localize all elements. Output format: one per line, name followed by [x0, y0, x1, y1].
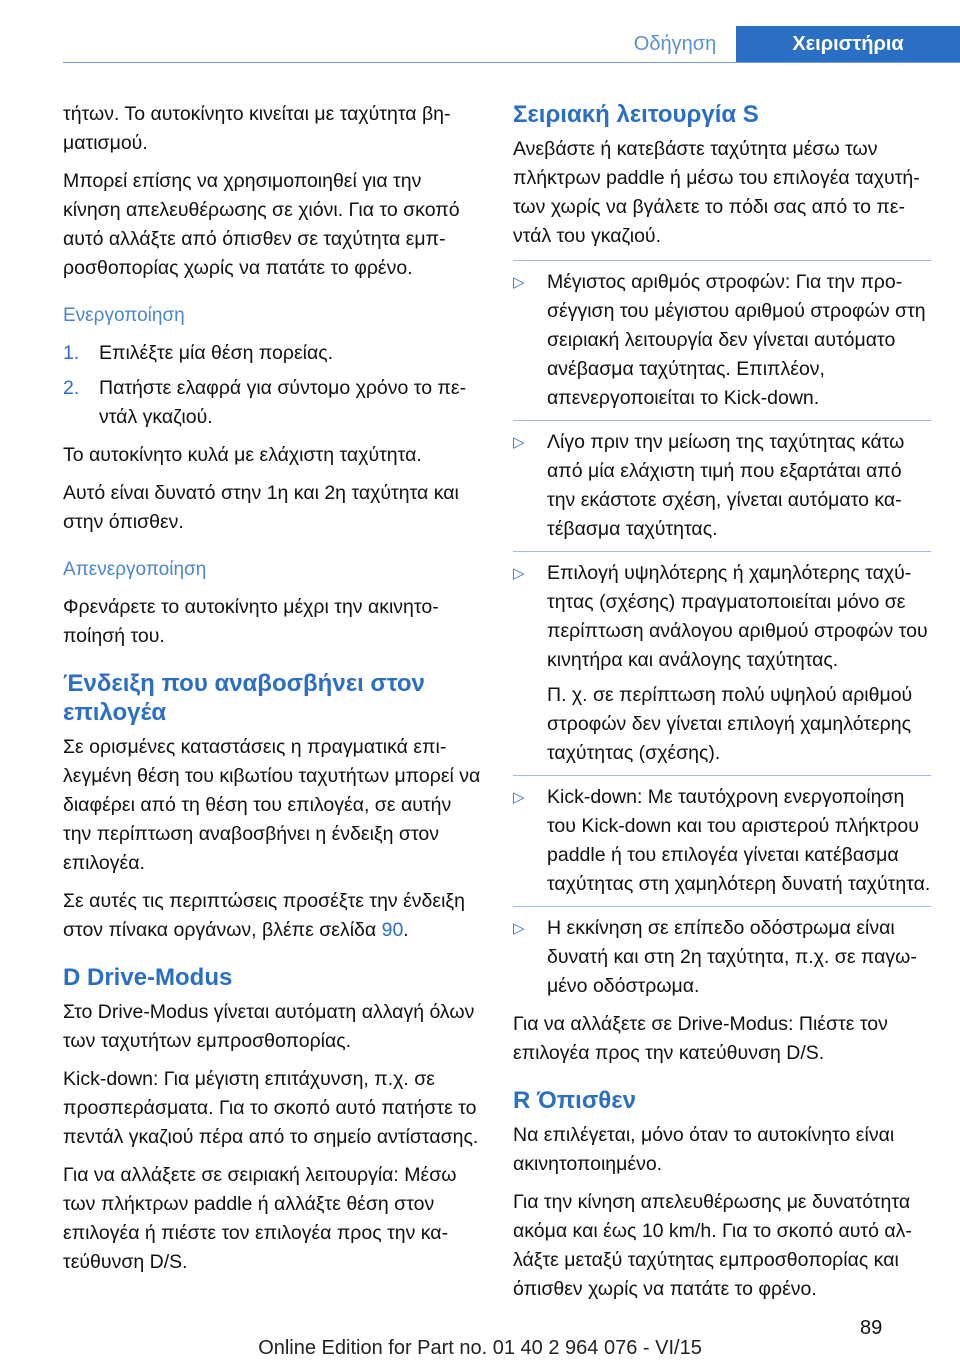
- bullet-text: Επιλογή υψηλότερης ή χαμηλότερης ταχύτητας (σχέσης) πραγματοποιείται μόνο σε περίπτωση ανάλογου αριθμού στροφών του κινητήρα και ανάλογης ταχύτητας.: [547, 562, 928, 671]
- indicator-heading: Ένδειξη που αναβοσβήνει στον επιλογέα: [63, 670, 425, 726]
- triangle-bullet-icon: ▷: [513, 920, 525, 937]
- header-divider: [63, 62, 960, 63]
- triangle-bullet-icon: ▷: [513, 565, 525, 582]
- paragraph-text: Σε αυτές τις περιπτώσεις προσέξτε την ένδειξη στον πίνακα οργάνων, βλέπε σελίδα: [63, 890, 465, 941]
- bullet-text: Η εκκίνηση σε επίπεδο οδόστρωμα είναι δυνατή και στη 2η ταχύτητα, π.χ. σε παγωμένο οδόστρωμα.: [547, 917, 917, 997]
- paragraph: Το αυτοκίνητο κυλά με ελάχιστη ταχύτητα.: [63, 444, 422, 466]
- page-number: 89: [860, 1317, 883, 1339]
- paragraph: [63, 887, 481, 945]
- page-header: [0, 0, 960, 62]
- tab-controls[interactable]: Χειριστήρια: [736, 26, 960, 62]
- paragraph-end: .: [403, 919, 409, 941]
- paragraph: Σε ορισμένες καταστάσεις η πραγματικά επιλεγμένη θέση του κιβωτίου ταχυτήτων μπορεί να διαφέρει από τη θέση του επιλογέα, σε αυτήν την περίπτωση αναβοσβήνει η ένδειξη στον επιλογέα.: [63, 736, 481, 874]
- list-item: [513, 551, 931, 768]
- list-item: [63, 374, 481, 432]
- bullet-text: Kick-down: Με ταυτόχρονη ενεργοποίηση του Kick-down και του αριστερού πλήκτρου paddle ή του επιλογέα γίνεται κατέβασμα ταχύτητας στη χαμηλότερη δυνατή ταχύτητα.: [547, 786, 931, 895]
- paragraph: Να επιλέγεται, μόνο όταν το αυτοκίνητο είναι ακινητοποιημένο.: [513, 1124, 895, 1175]
- paragraph: Για να αλλάξετε σε Drive-Modus: Πιέστε τον επιλογέα προς την κατεύθυνση D/S.: [513, 1013, 888, 1064]
- list-item: [513, 906, 931, 1001]
- drive-mode-heading: D Drive-Modus: [63, 964, 233, 991]
- paragraph: τήτων. Το αυτοκίνητο κινείται με ταχύτητα βηματισμού.: [63, 103, 451, 154]
- list-item: [513, 775, 931, 899]
- bullet-text: Λίγο πριν την μείωση της ταχύτητας κάτω από μία ελάχιστη τιμή που εξαρτάται από την εκάστοτε σχέση, γίνεται αυτόματο κατέβασμα ταχύτητας.: [547, 431, 905, 540]
- paragraph: Στο Drive-Modus γίνεται αυτόματη αλλαγή όλων των ταχυτήτων εμπροσθοπορίας.: [63, 1001, 475, 1052]
- page-link[interactable]: 90: [381, 919, 404, 941]
- triangle-bullet-icon: ▷: [513, 434, 525, 451]
- tab-driving[interactable]: Οδήγηση: [633, 32, 717, 55]
- deactivation-heading: Απενεργοποίηση: [63, 559, 207, 580]
- paragraph: Αυτό είναι δυνατό στην 1η και 2η ταχύτητα και στην όπισθεν.: [63, 482, 459, 533]
- step-text: Επιλέξτε μία θέση πορείας.: [99, 342, 334, 364]
- edition-footer: Online Edition for Part no. 01 40 2 964 076 - VI/15: [258, 1337, 702, 1359]
- paragraph: Για να αλλάξετε σε σειριακή λειτουργία: Μέσω των πλήκτρων paddle ή αλλάξτε θέση στον επιλογέα ή πιέστε τον επιλογέα προς την κατεύθυνση D/S.: [63, 1164, 457, 1273]
- step-number: 2.: [63, 377, 80, 399]
- paragraph: Φρενάρετε το αυτοκίνητο μέχρι την ακινητοποίησή του.: [63, 596, 439, 647]
- left-column: [63, 98, 481, 1286]
- bullet-list: [513, 260, 931, 1001]
- activation-heading: Ενεργοποίηση: [63, 305, 185, 326]
- paragraph: Ανεβάστε ή κατεβάστε ταχύτητα μέσω των πλήκτρων paddle ή μέσω του επιλογέα ταχυτήτων χωρίς να βγάλετε το πόδι σας από το πεντάλ του γκαζιού.: [513, 138, 920, 247]
- list-item: [63, 339, 481, 368]
- bullet-text: Μέγιστος αριθμός στροφών: Για την προσέγγιση του μέγιστου αριθμού στροφών στη σειριακή λειτουργία δεν γίνεται αυτόματο ανέβασμα ταχύτητας. Επιπλέον, απενεργοποιείται το Kick-down.: [547, 271, 926, 409]
- reverse-heading: R Όπισθεν: [513, 1087, 636, 1114]
- paragraph: Kick-down: Για μέγιστη επιτάχυνση, π.χ. σε προσπεράσματα. Για το σκοπό αυτό πατήστε το πεντάλ γκαζιού πέρα από το σημείο αντίστασης.: [63, 1068, 479, 1148]
- right-column: [513, 98, 931, 1313]
- triangle-bullet-icon: ▷: [513, 789, 525, 806]
- paragraph: Για την κίνηση απελευθέρωσης με δυνατότητα ακόμα και έως 10 km/h. Για το σκοπό αυτό αλλάξτε μεταξύ ταχύτητας εμπροσθοπορίας και όπισθεν χωρίς να πατάτε το φρένο.: [513, 1191, 912, 1300]
- step-number: 1.: [63, 342, 80, 364]
- paragraph: Μπορεί επίσης να χρησιμοποιηθεί για την κίνηση απελευθέρωσης σε χιόνι. Για το σκοπό αυτό αλλάξτε από όπισθεν σε ταχύτητα εμπροσθοπορίας χωρίς να πατάτε το φρένο.: [63, 170, 460, 279]
- triangle-bullet-icon: ▷: [513, 274, 525, 291]
- activation-steps: [63, 339, 481, 432]
- step-text: Πατήστε ελαφρά για σύντομο χρόνο το πεντάλ γκαζιού.: [99, 377, 467, 428]
- list-item: [513, 260, 931, 413]
- list-item: [513, 420, 931, 544]
- serial-mode-heading: Σειριακή λειτουργία S: [513, 101, 759, 128]
- bullet-extra-text: Π. χ. σε περίπτωση πολύ υψηλού αριθμού στροφών δεν γίνεται επιλογή χαμηλότερης ταχύτητας (σχέσης).: [547, 684, 913, 764]
